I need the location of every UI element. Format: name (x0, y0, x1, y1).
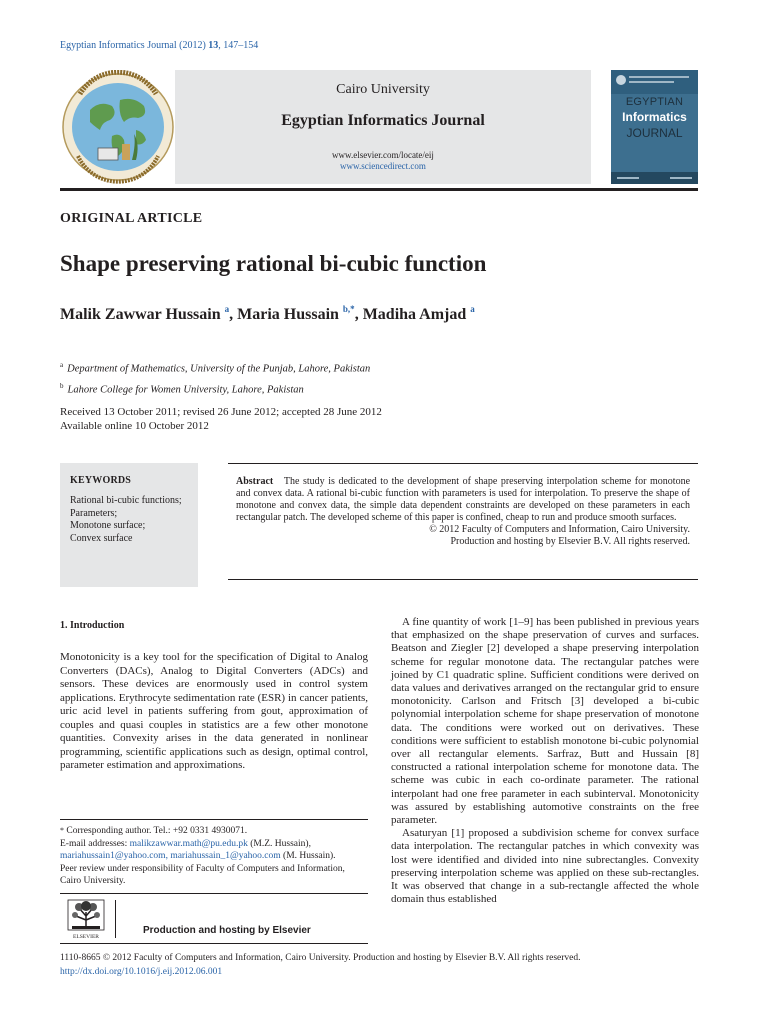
university-name: Cairo University (336, 82, 430, 97)
author-name[interactable]: Malik Zawwar Hussain (60, 306, 225, 323)
affiliation-mark: a (60, 361, 64, 369)
email-link[interactable]: mariahussain1@yahoo.com, mariahussain_1@yahoo.com (60, 851, 281, 861)
cover-footer-line (670, 177, 692, 179)
author-separator: , (229, 306, 238, 323)
abstract-box (228, 463, 698, 580)
keyword-item: Parameters; (70, 507, 118, 519)
author-affil-mark[interactable]: a (470, 304, 475, 314)
university-logo (60, 70, 176, 184)
journal-citation[interactable] (60, 40, 258, 51)
affiliation-item (60, 357, 370, 378)
corresponding-text: Corresponding author. Tel.: +92 0331 4930071. (66, 826, 248, 836)
masthead-divider (60, 188, 698, 191)
cover-title-line3: JOURNAL (626, 126, 683, 140)
email-link[interactable]: malikzawwar.math@pu.edu.pk (129, 838, 248, 849)
publisher-divider (115, 900, 116, 938)
cover-footer-line (617, 177, 639, 179)
email-owner: (M.Z. Hussain), (247, 838, 311, 849)
publisher-box (60, 893, 368, 944)
journal-name: Egyptian Informatics Journal (281, 112, 485, 129)
cover-title-line1: EGYPTIAN (625, 96, 684, 108)
keyword-item: Convex surface (70, 532, 133, 544)
author-separator: , (354, 306, 363, 323)
issn-copyright: 1110-8665 © 2012 Faculty of Computers and Information, Cairo University. Production and hosting by Elsevier B.V. All rights reserved. (60, 953, 581, 963)
author-list (60, 306, 475, 324)
intro-right-column (391, 616, 699, 906)
article-title: Shape preserving rational bi-cubic function (60, 251, 487, 276)
keywords-heading: KEYWORDS (70, 475, 132, 486)
elsevier-tree-icon (66, 898, 106, 940)
abstract-copyright-1: © 2012 Faculty of Computers and Information, Cairo University. (429, 524, 690, 535)
cover-header-line (629, 76, 689, 78)
abstract-copyright-2: Production and hosting by Elsevier B.V. All rights reserved. (450, 536, 690, 547)
abstract-text: The study is dedicated to the development of shape preserving interpolation scheme for monotone and convex data. A rational bi-cubic function with parameters is used for interpolation. To preserve the shape of monotone and convex data, the simple data dependent constraints are developed on these parameters in each rectangular patch. The developed scheme of this paper is confined, cheap to run and produce smooth surfaces. (236, 476, 691, 523)
cover-footer (611, 172, 698, 184)
footnote-divider (60, 819, 368, 820)
keyword-item: Rational bi-cubic functions; (70, 495, 182, 506)
footnotes (60, 825, 368, 888)
intro-paragraph: A fine quantity of work [1–9] has been published in previous years that emphasized on the shape preservation of curves and surfaces. Beatson and Ziegler [2] developed a shape preserving interpolation scheme for regular monotone data. The rectangular patches were joined by C1 quadratic spline. Sufficient conditions were derived on data values and derivatives arranged on the rectangular grid to ensure monotonicity. Carlson and Fritsch [3] developed a bi-cubic polynomial interpolation scheme for shape preservation of monotone data. The conditions were worked out on derivatives. These conditions were sufficient to establish monotone bi-cubic polynomial over all rectangular elements. Sarfraz, Butt and Hussain [8] constructed a rational interpolation scheme for monotone data. The scheme was cubic in each co-ordinate parameter. The rational interpolant had one free parameter in each subinterval. Monotonicity was assured by establishing automotive constraints on the free parameter. (391, 616, 699, 827)
journal-url[interactable]: www.elsevier.com/locate/eij (332, 150, 434, 160)
citation-pages: , 147–154 (218, 40, 259, 51)
citation-volume: 13 (208, 40, 219, 51)
keywords-box (60, 463, 198, 587)
peer-review-note: Peer review under responsibility of Faculty of Computers and Information, Cairo University. (60, 863, 345, 886)
sciencedirect-link[interactable]: www.sciencedirect.com (340, 161, 426, 171)
intro-paragraph: Asaturyan [1] proposed a subdivision scheme for convex surface data interpolation. The rectangular patches in which convexity was lost were identified and divided into nine subrectangles. Convexity preserving interpolation scheme was applied on these sub-rectangles. It was observed that change in a sub-rectangle affected the whole domain thus established (391, 827, 699, 906)
cover-header-line (629, 81, 674, 83)
email-owner: (M. Hussain). (280, 851, 336, 861)
asterisk-mark: * (60, 826, 64, 835)
article-history (60, 405, 382, 433)
publisher-text: Production and hosting by Elsevier (143, 925, 311, 936)
seal-icon (616, 75, 626, 85)
intro-left-column: Monotonicity is a key tool for the specification of Digital to Analog Converters (DACs), Analog to Digital Converters (ADCs) and sensors. These devices are enormously used in control system applications. Erythrocyte sedimentation rate (ESR) in cancer patients, uric acid level in patients suffering from gout, approximation of couples and quasi couples in statistics are a few other monotone quantities. Convexity arises in the data generated in nonlinear programming, scientific applications such as design, optimal control, parameter estimation and approximations. (60, 651, 368, 771)
cover-title-line2: Informatics (622, 110, 687, 124)
author-name[interactable]: Madiha Amjad (362, 306, 471, 323)
affiliation-text: Department of Mathematics, University of the Punjab, Lahore, Pakistan (67, 363, 371, 375)
elsevier-wordmark: ELSEVIER (73, 934, 99, 940)
author-name[interactable]: Maria Hussain (237, 306, 343, 323)
article-type: ORIGINAL ARTICLE (60, 211, 203, 226)
email-addresses (60, 838, 368, 863)
author-affil-mark[interactable]: a (224, 304, 230, 314)
cover-header (611, 70, 698, 94)
abstract-label: Abstract (236, 476, 274, 487)
doi-link[interactable]: http://dx.doi.org/10.1016/j.eij.2012.06.001 (60, 967, 223, 977)
globe-logo-icon (60, 70, 176, 184)
received-dates: Received 13 October 2011; revised 26 June 2012; accepted 28 June 2012 (60, 406, 382, 418)
online-date: Available online 10 October 2012 (60, 420, 209, 432)
affiliation-mark: b (60, 381, 64, 390)
citation-journal: Egyptian Informatics Journal (2012) (60, 40, 206, 51)
affiliation-text: Lahore College for Women University, Lahore, Pakistan (67, 384, 304, 395)
affiliation-item (60, 378, 370, 399)
elsevier-logo (66, 898, 106, 940)
corresponding-author (60, 825, 368, 838)
author-affil-mark[interactable]: b,* (342, 304, 355, 314)
email-label: E-mail addresses: (60, 838, 128, 849)
section-heading: 1. Introduction (60, 620, 125, 631)
affiliations (60, 357, 370, 398)
journal-cover-thumbnail (611, 70, 698, 184)
journal-masthead (175, 70, 591, 184)
keyword-item: Monotone surface; (70, 520, 146, 531)
abstract-body (236, 476, 690, 524)
